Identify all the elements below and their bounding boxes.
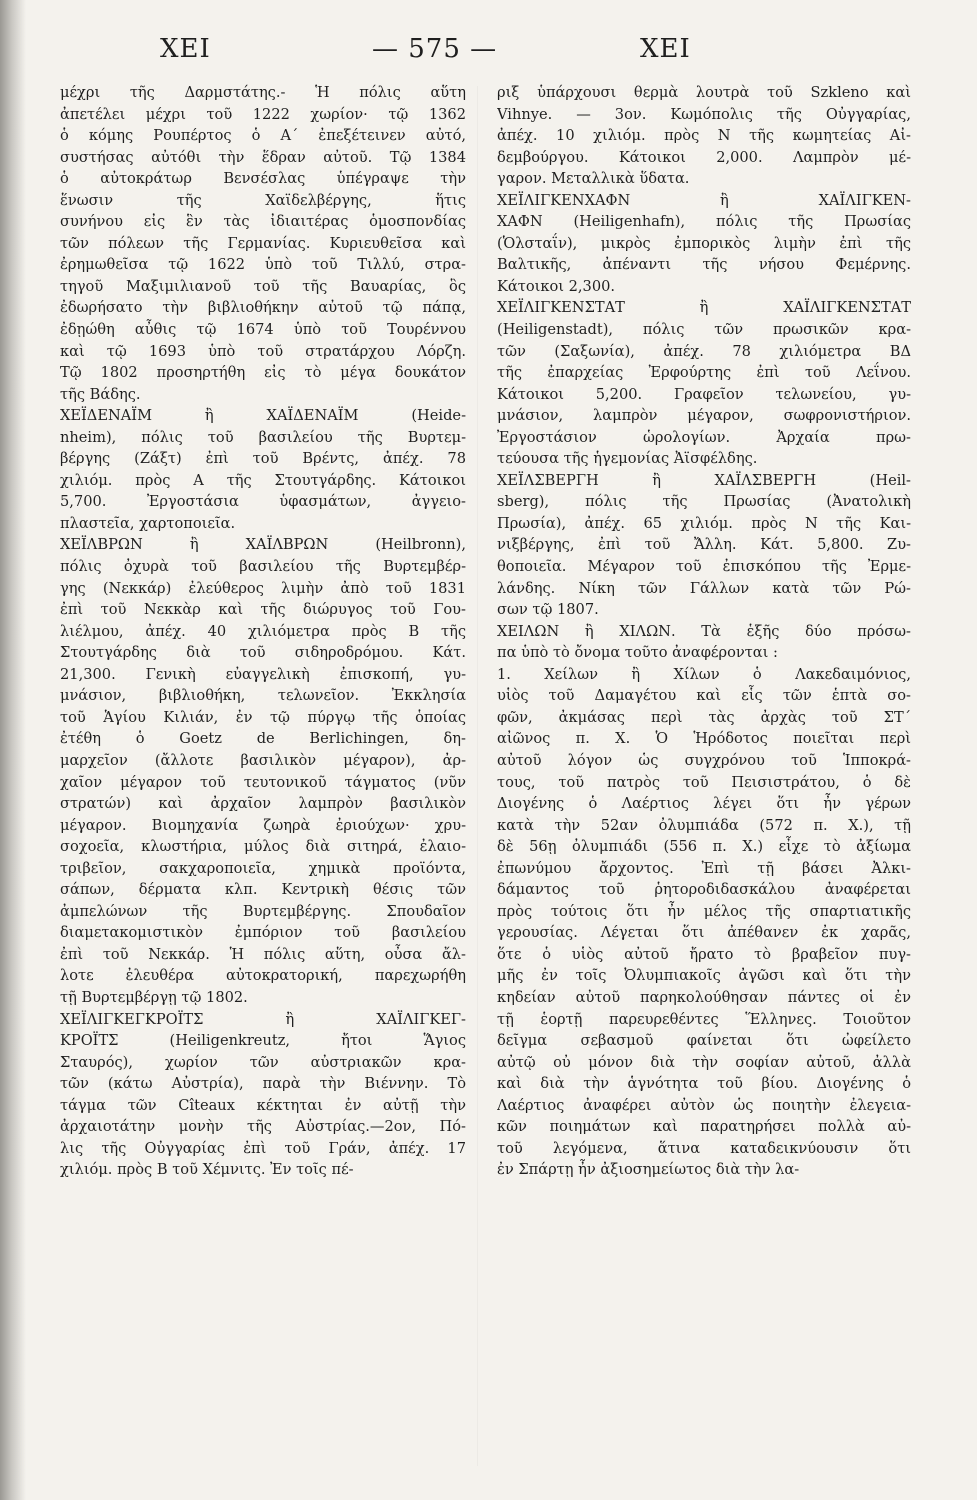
text-line: χαῖον μέγαρον τοῦ τευτονικοῦ τάγματος (νῦν (60, 773, 466, 791)
text-line: δὲ 56ῃ ὀλυμπιάδι (556 π. Χ.) εἶχε τὸ ἀξίωμα (497, 838, 911, 856)
text-line: ΚΡΟΪΤΣ (Heiligenkreutz, ἤτοι Ἅγιος (60, 1032, 466, 1050)
text-line: ΧΕΪΔΕΝΑΪΜ ἢ ΧΑΪΔΕΝΑΪΜ (Heide- (60, 407, 466, 425)
text-line: τοῦ λεγόμενα, ἅτινα καταδεικνύουσιν ὅτι (497, 1139, 911, 1157)
text-line: υἱὸς τοῦ Δαμαγέτου καὶ εἷς τῶν ἑπτὰ σο- (497, 687, 911, 705)
text-line: ἐπωνύμου ἄρχοντος. Ἐπὶ τῇ βάσει Ἀλκι- (497, 859, 911, 877)
text-line: τεύουσα τῆς ἡγεμονίας Ἀϊσφέλδης. (497, 450, 758, 468)
text-line: νιξβέργης, ἐπὶ τοῦ Ἄλλη. Κάτ. 5,800. Ζυ- (497, 536, 911, 554)
text-line: Σταυρός), χωρίον τῶν αὐστριακῶν κρα- (60, 1053, 466, 1071)
text-line: τῇ Βυρτεμβέργῃ τῷ 1802. (60, 988, 248, 1006)
text-line: κηδείαν αὐτοῦ παρηκολούθησαν πάντες οἱ ἐν (497, 988, 911, 1006)
text-line: 5,700. Ἐργοστάσια ὑφασμάτων, ἀγγειο- (60, 493, 466, 511)
text-line: ἀμπελώνων τῆς Βυρτεμβέργης. Σπουδαῖον (60, 902, 466, 920)
text-line: τάγμα τῶν Cîteaux κέκτηται ἐν αὐτῇ τὴν (60, 1096, 466, 1114)
text-line: τῶν (Σαξωνία), ἀπέχ. 78 χιλιόμετρα ΒΔ (497, 342, 911, 360)
text-line: μνάσιον, λαμπρὸν μέγαρον, σωφρονιστήριον. (497, 407, 911, 425)
text-line: σων τῷ 1807. (497, 601, 599, 619)
text-line: κῶν ποιημάτων καὶ παρατηρήσει πολλὰ αὐ- (497, 1118, 911, 1136)
text-line: τῆς ἐπαρχείας Ἐρφούρτης ἐπὶ τοῦ Λεΐνου. (497, 364, 911, 382)
entry-paragraph (497, 664, 911, 1181)
text-line: πα ὑπὸ τὸ ὄνομα τοῦτο ἀναφέρονται : (497, 644, 778, 662)
text-line: σοχοεῖα, κλωστήρια, μύλος διὰ σιτηρά, ἐλαιο- (60, 838, 466, 856)
text-line: λοτε ἐλευθέρα αὐτοκρατορική, παρεχωρήθη (60, 967, 466, 985)
text-line: ὁ κόμης Ρουπέρτος ὁ Α΄ ἐπεξέτεινεν αὐτό, (60, 127, 466, 145)
text-line: ἐπὶ τοῦ Νεκκὰρ καὶ τῆς διώρυγος τοῦ Γου- (60, 601, 466, 619)
text-line: αὐτοῦ λόγον ὡς συγχρόνου τοῦ Ἱπποκρά- (497, 751, 911, 769)
entry-paragraph (497, 190, 911, 298)
text-line: Τῷ 1802 προσηρτήθη εἰς τὸ μέγα δουκάτον (60, 364, 466, 382)
text-line: (Ὁλσταΐν), μικρὸς ἐμπορικὸς λιμὴν ἐπὶ τῆς (497, 234, 911, 252)
text-line: τηγοῦ Μαξιμιλιανοῦ τοῦ τῆς Βαυαρίας, ὃς (60, 277, 466, 295)
text-line: ριξ ὑπάρχουσι θερμὰ λουτρὰ τοῦ Szkleno καὶ (497, 84, 911, 101)
text-line: μέγαρον. Βιομηχανία ζωηρὰ ἐριούχων· χρυ- (60, 816, 466, 834)
text-line: λιέλμου, ἀπέχ. 40 χιλιόμετρα πρὸς Β τῆς (60, 622, 466, 640)
column-gutter (477, 86, 478, 1466)
text-line: χιλιόμ. πρὸς Β τοῦ Χέμνιτς. Ἐν τοῖς πέ- (60, 1161, 354, 1179)
text-line: ἀπέχ. 10 χιλιόμ. πρὸς Ν τῆς κωμητείας Αἰ- (497, 127, 911, 145)
text-line: γαρον. Μεταλλικὰ ὕδατα. (497, 170, 690, 188)
text-line: μέχρι τῆς Δαρμστάτης.- Ἡ πόλις αὕτη (60, 84, 466, 101)
text-line: στρατών) καὶ ἀρχαῖον λαμπρὸν βασιλικὸν (60, 795, 466, 813)
text-line: γης (Νεκκάρ) ἐλεύθερος λιμὴν ἀπὸ τοῦ 1831 (60, 579, 466, 597)
entry-paragraph (497, 297, 911, 469)
text-line: τῇ ἑορτῇ παρευρεθέντες Ἕλληνες. Τοιοῦτον (497, 1010, 911, 1028)
text-line: Κάτοικοι 5,200. Γραφεῖον τελωνείου, γυ- (497, 385, 911, 403)
text-line: τριβεῖον, σακχαροποιεῖα, χημικὰ προϊόντα, (60, 859, 466, 877)
text-line: 1. Χείλων ἢ Χίλων ὁ Λακεδαιμόνιος, (497, 665, 911, 683)
text-line: κατὰ τὴν 52αν ὀλυμπιάδα (572 π. Χ.), τῇ (497, 816, 911, 834)
text-line: χιλιόμ. πρὸς Α τῆς Στουτγάρδης. Κάτοικοι (60, 471, 466, 489)
text-line: Ἐργοστάσιον ὡρολογίων. Ἀρχαία πρω- (497, 428, 911, 446)
text-line: μαρχεῖον (ἄλλοτε βασιλικὸν μέγαρον), ἀρ- (60, 751, 466, 769)
text-line: θοποιεῖα. Μέγαρον τοῦ ἐπισκόπου τῆς Ἐρμε- (497, 558, 911, 576)
text-line: καὶ διὰ τὴν ἁγνότητα τοῦ βίου. Διογένης ὁ (497, 1075, 911, 1093)
text-line: nheim), πόλις τοῦ βασιλείου τῆς Βυρτεμ- (60, 428, 466, 446)
text-line: λις τῆς Οὐγγαρίας ἐπὶ τοῦ Γράν, ἀπέχ. 17 (60, 1139, 466, 1157)
text-line: λάνδης. Νίκη τῶν Γάλλων κατὰ τῶν Ρώ- (497, 579, 911, 597)
text-line: βέργης (Ζάξτ) ἐπὶ τοῦ Βρέντς, ἀπέχ. 78 (60, 450, 466, 468)
running-header (0, 34, 977, 78)
text-line: φῶν, ἀκμάσας περὶ τὰς ἀρχὰς τοῦ ΣΤ΄ (497, 708, 911, 726)
text-line: δεμβούργου. Κάτοικοι 2,000. Λαμπρὸν μέ- (497, 148, 911, 166)
text-line: ΧΕΙΛΩΝ ἢ ΧΙΛΩΝ. Τὰ ἑξῆς δύο πρόσω- (497, 622, 911, 640)
text-line: Πρωσία), ἀπέχ. 65 χιλιόμ. πρὸς Ν τῆς Και- (497, 514, 911, 532)
entry-paragraph (497, 470, 911, 621)
text-line: ἐτέθη ὁ Goetz de Berlichingen, δη- (60, 730, 466, 748)
text-line: Διογένης ὁ Λαέρτιος λέγει ὅτι ἦν γέρων (497, 795, 911, 813)
text-line: ἐρημωθεῖσα τῷ 1622 ὑπὸ τοῦ Τιλλύ, στρα- (60, 256, 466, 274)
text-line: (Heiligenstadt), πόλις τῶν πρωσικῶν κρα- (497, 321, 911, 339)
entry-paragraph (60, 1009, 466, 1181)
text-line: ΧΑΦΝ (Heiligenhafn), πόλις τῆς Πρωσίας (497, 213, 911, 231)
text-line: αἰῶνος π. Χ. Ὁ Ἡρόδοτος ποιεῖται περὶ (497, 730, 911, 748)
entry-paragraph (60, 405, 466, 534)
text-line: τῶν (κάτω Αὐστρία), παρὰ τὴν Βιέννην. Τὸ (60, 1075, 466, 1093)
text-line: τοῦ Ἁγίου Κιλιάν, ἐν τῷ πύργῳ τῆς ὁποίας (60, 708, 466, 726)
entry-paragraph (497, 82, 911, 190)
text-line: δάμαντος τοῦ ῥητοροδιδασκάλου ἀναφέρεται (497, 881, 911, 899)
text-line: τους, τοῦ πατρὸς τοῦ Πεισιστράτου, ὁ δὲ (497, 773, 911, 791)
text-line: Στουτγάρδης διὰ τοῦ σιδηροδρόμου. Κάτ. (60, 644, 466, 662)
text-line: διαμετακομιστικὸν ἐμπόριον τοῦ βασιλείου (60, 924, 466, 942)
text-line: Vihnye. — 3ον. Κωμόπολις τῆς Οὐγγαρίας, (497, 105, 911, 123)
text-line: ΧΕΪΛΙΓΚΕΝΧΑΦΝ ἢ ΧΑΪΛΙΓΚΕΝ- (497, 191, 911, 209)
text-line: σάπων, δέρματα κλπ. Κεντρικὴ θέσις τῶν (60, 881, 466, 899)
text-line: αὐτῷ οὐ μόνον διὰ τὴν σοφίαν αὐτοῦ, ἀλλὰ (497, 1053, 911, 1071)
text-line: καὶ τῷ 1693 ὑπὸ τοῦ στρατάρχου Λόρζη. (60, 342, 466, 360)
entry-paragraph (497, 621, 911, 664)
text-line: ἀπετέλει μέχρι τοῦ 1222 χωρίον· τῷ 1362 (60, 105, 466, 123)
text-line: ΧΕΪΛΙΓΚΕΝΣΤΑΤ ἢ ΧΑΪΛΙΓΚΕΝΣΤΑΤ (497, 299, 911, 317)
text-line: ἐν Σπάρτῃ ἦν ἀξιοσημείωτος διὰ τὴν λα- (497, 1161, 800, 1179)
text-line: ἐδωρήσατο τὴν βιβλιοθήκην αὐτοῦ τῷ πάπᾳ, (60, 299, 466, 317)
text-line: Λαέρτιος ἀναφέρει αὐτὸν ὡς ποιητὴν ἐλεγεια- (497, 1096, 911, 1114)
text-line: ἐδῃώθη αὖθις τῷ 1674 ὑπὸ τοῦ Τουρέννου (60, 321, 466, 339)
text-line: τῶν πόλεων τῆς Γερμανίας. Κυριευθεῖσα καὶ (60, 234, 466, 252)
text-line: πλαστεῖα, χαρτοποιεῖα. (60, 514, 236, 532)
header-left-guideword: ΧΕΙ (160, 34, 211, 64)
text-line: Κάτοικοι 2,300. (497, 277, 616, 295)
header-right-guideword: ΧΕΙ (640, 34, 691, 64)
entry-paragraph (60, 82, 466, 405)
text-line: 21,300. Γενικὴ εὐαγγελικὴ ἐπισκοπή, γυ- (60, 665, 466, 683)
text-line: μνάσιον, βιβλιοθήκη, τελωνεῖον. Ἐκκλησία (60, 687, 466, 705)
left-column (60, 82, 466, 1181)
entry-paragraph (60, 534, 466, 1008)
text-line: τῆς Βάδης. (60, 385, 141, 403)
text-line: μῆς ἐν τοῖς Ὀλυμπιακοῖς ἀγῶσι καὶ ὅτι τὴν (497, 967, 911, 985)
text-line: πρὸς τούτοις ὅτι ἦν μέλος τῆς σπαρτιατικῆς (497, 902, 911, 920)
text-line: ὅτε ὁ υἱὸς αὐτοῦ ἤρατο τὸ βραβεῖον πυγ- (497, 945, 911, 963)
text-line: γερουσίας. Λέγεται ὅτι ἀπέθανεν ἐκ χαρᾶς, (497, 924, 911, 942)
page-number: — 575 — (372, 34, 498, 64)
text-line: ἕνωσιν τῆς Χαϊδελβέργης, ἥτις (60, 191, 466, 209)
text-line: συνήνου εἰς ἓν τὰς ἰδιαιτέρας ὁμοσπονδίας (60, 213, 466, 231)
text-line: δεῖγμα σεβασμοῦ φαίνεται ὅτι ὠφείλετο (497, 1032, 911, 1050)
text-line: ΧΕΪΛΒΡΩΝ ἢ ΧΑΪΛΒΡΩΝ (Heilbronn), (60, 536, 466, 554)
text-line: ἐπὶ τοῦ Νεκκάρ. Ἡ πόλις αὕτη, οὖσα ἄλ- (60, 945, 466, 963)
text-line: ἀρχαιοτάτην μονὴν τῆς Αὐστρίας.—2ον, Πό- (60, 1118, 466, 1136)
text-line: Βαλτικῆς, ἀπέναντι τῆς νήσου Φεμέρνης. (497, 256, 911, 274)
text-line: ΧΕΪΛΙΓΚΕΓΚΡΟΪΤΣ ἢ ΧΑΪΛΙΓΚΕΓ- (60, 1010, 466, 1028)
right-column (497, 82, 911, 1181)
text-line: sberg), πόλις τῆς Πρωσίας (Ἀνατολικὴ (497, 493, 911, 511)
page-binding-shadow (0, 0, 26, 1500)
text-line: συστήσας αὐτόθι τὴν ἕδραν αὐτοῦ. Τῷ 1384 (60, 148, 466, 166)
text-line: πόλις ὀχυρὰ τοῦ βασιλείου τῆς Βυρτεμβέρ- (60, 558, 466, 576)
text-line: ὁ αὐτοκράτωρ Βενσέσλας ὑπέγραψε τὴν (60, 170, 466, 188)
text-line: ΧΕΪΛΣΒΕΡΓΗ ἢ ΧΑΪΛΣΒΕΡΓΗ (Heil- (497, 471, 911, 489)
